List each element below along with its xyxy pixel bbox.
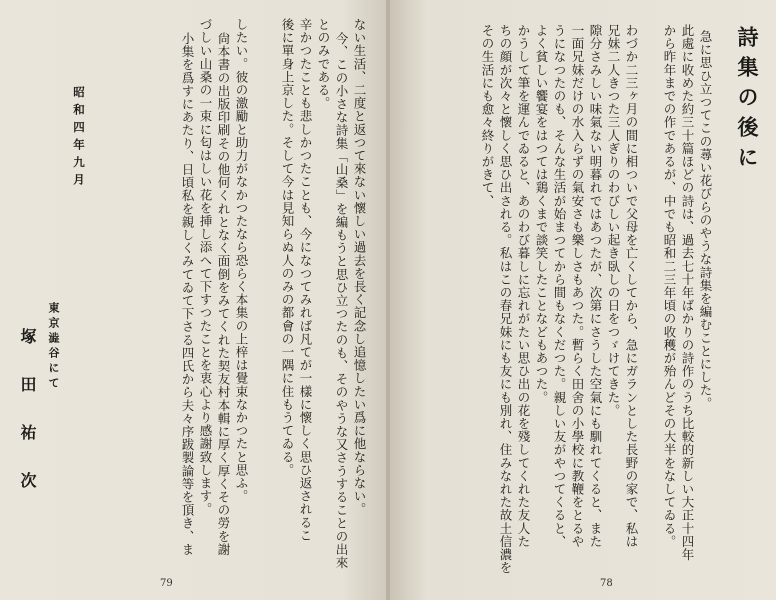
right-line-4: わづか二三ヶ月の間に相ついで父母を亡くしてから、急にガランとした長野の家で、私は: [624, 24, 639, 548]
right-line-1: 急に思ひ立つてこの蕁い花びらのやうな詩集を編むことにした。: [698, 30, 713, 410]
left-line-9: したい。彼の激勵と助力がなかつたなら恐らく本集の上梓は覺束なかつたと思ふ。: [234, 18, 249, 503]
left-line-6: 小集を爲すにあたり、日頃私を親しくみてゐて下さる四氏から夫々序跋製論等を頂き、ま: [180, 32, 195, 556]
left-line-8: 尙本書の出版印刷その他何くれとなく面倒をみてくれた契友村本輯に厚く厚くその勞を謝: [216, 32, 231, 556]
right-line-2: 此處に收めた約三十篇ほどの詩は、過去七十年ばかりの詩作のうち比較的新しい大正十四年: [680, 24, 695, 562]
author-name: 塚田祐次: [18, 328, 37, 520]
right-line-7: 一面兄妹だけの水入らずの氣安さも樂しさもあつた。暫らく田舍の小學校に教鞭をとるや: [570, 24, 585, 548]
right-line-9: よく貧しい饗宴をはつては鶏くまで談笑したことなどもあつた。: [534, 24, 549, 404]
right-line-6: 隙分さみしい味氣ない明暮れではあつたが、次第にさうした空氣にも馴れてくると、また: [588, 24, 603, 548]
right-line-3: から昨年までの作であるが、中でも昭和二三年頃の收穫が殆んどその大半をなしてゐる。: [662, 24, 677, 548]
left-line-1: 後に單身上京した。そして今は見知らぬ人のみの都會の一隅に住もうてゐる。: [280, 18, 295, 477]
page-number-left: 79: [160, 578, 173, 589]
right-line-5: 兄妹二人きつた三人ぎりのわびしい起き臥しの日をつゞけてきた。: [606, 24, 621, 417]
book-gutter: [386, 0, 390, 600]
page-number-right: 78: [600, 578, 613, 589]
left-line-2: 辛かつたことも悲しかつたことも、今になつてみれば凡てが一樣に懷しく思ひ返されるこ: [298, 18, 313, 542]
right-line-11: ちの顔が次々と懷しく思ひ出される。私はこの春兄妹にも友にも別れ、住みなれた故土信濃を: [498, 24, 513, 575]
right-line-8: うになつたのも、そんな生活が始まつてから間もなくだつた。親しい友がやつてくると、: [552, 24, 567, 548]
place: 東京澁谷にて: [47, 302, 60, 392]
date: 昭和四年九月: [72, 86, 86, 191]
right-page: [388, 0, 776, 600]
left-line-3: とのみである。: [316, 18, 331, 110]
left-line-4: 今、この小さな詩集「山桑」を編もうと思ひ立つたのも、そのやうな又さうすることの出來: [334, 32, 349, 570]
left-line-5: ない生活、二度と返つて來ない懷しい過去を長く記念し追憶したい爲に他ならない。: [352, 18, 367, 516]
section-title: 詩集の後に: [735, 26, 760, 176]
right-line-10: かうして筆を運んでゐると、あのわび暮しに忘れがたい思ひ出の花を殘してくれた友人た: [516, 24, 531, 548]
left-line-7: づしい山桑の一束に匂はしい花を挿し添へて下すつたことを衷心より感謝致します。: [198, 18, 213, 516]
right-line-12: その生活にも愈々終りがきて、: [480, 24, 495, 208]
